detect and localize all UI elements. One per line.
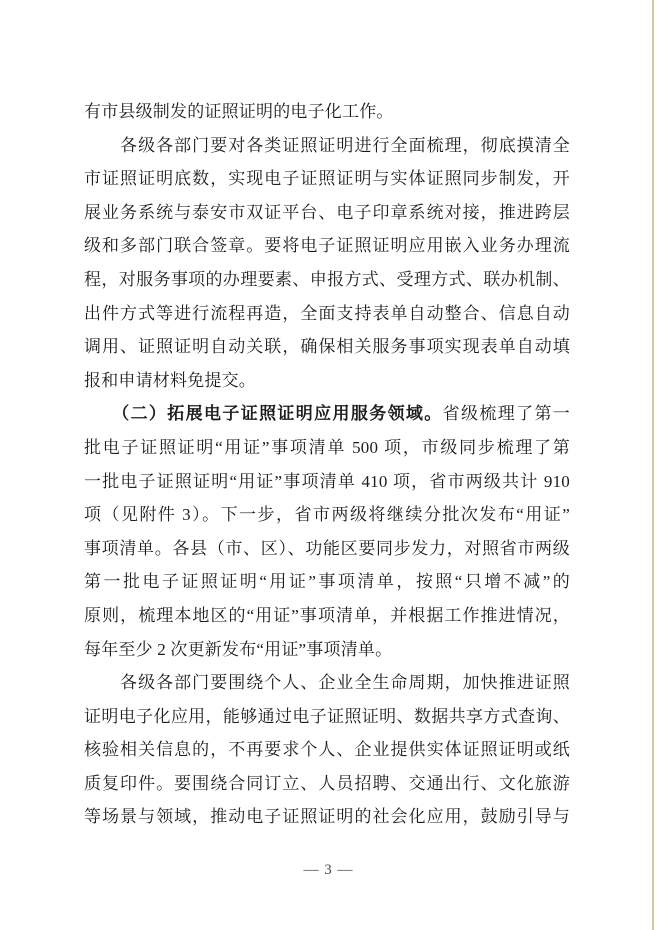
text-line	[84, 565, 570, 599]
text-segment: 市证照证明底数，实现电子证照证明与实体证照同步制发，开	[84, 169, 570, 189]
text-segment: 程，对服务事项的办理要素、申报方式、受理方式、联办机制、	[84, 269, 570, 289]
text-segment: 批电子证照证明“用证”事项清单 500 项，市级同步梳理了第	[84, 437, 570, 457]
text-line	[84, 129, 570, 163]
text-line	[84, 532, 570, 566]
text-line	[84, 599, 570, 633]
text-line	[84, 800, 570, 834]
text-segment: 级和多部门联合签章。要将电子证照证明应用嵌入业务办理流	[84, 236, 570, 256]
paragraph	[84, 95, 570, 129]
text-segment: 一批电子证照证明“用证”事项清单 410 项，省市两级共计 910	[84, 471, 570, 491]
text-line	[84, 196, 570, 230]
text-segment: 证明电子化应用，能够通过电子证照证明、数据共享方式查询、	[84, 706, 570, 726]
text-segment: 各级各部门要对各类证照证明进行全面梳理，彻底摸清全	[84, 135, 570, 155]
text-segment: 事项清单。各县（市、区）、功能区要同步发力，对照省市两级	[84, 538, 570, 558]
text-line	[84, 95, 570, 129]
text-line	[84, 767, 570, 801]
text-segment: 每年至少 2 次更新发布“用证”事项清单。	[84, 639, 393, 659]
text-segment: 展业务系统与泰安市双证平台、电子印章系统对接，推进跨层	[84, 202, 570, 222]
text-line	[84, 465, 570, 499]
text-line	[84, 330, 570, 364]
text-line	[84, 162, 570, 196]
text-segment: 项（见附件 3）。下一步，省市两级将继续分批次发布“用证”	[84, 505, 570, 525]
text-segment: 出件方式等进行流程再造，全面支持表单自动整合、信息自动	[84, 303, 570, 323]
text-segment: 各级各部门要围绕个人、企业全生命周期，加快推进证照	[84, 673, 570, 693]
text-line	[84, 666, 570, 700]
text-segment: 第一批电子证照证明“用证”事项清单，按照“只增不减”的	[84, 572, 570, 592]
text-line	[84, 431, 570, 465]
text-segment: 省级梳理了第一	[442, 404, 570, 424]
text-line	[84, 229, 570, 263]
text-line	[84, 297, 570, 331]
text-segment: 等场景与领域，推动电子证照证明的社会化应用，鼓励引导与	[84, 807, 570, 827]
text-line	[84, 633, 570, 667]
paragraph	[84, 397, 570, 666]
text-line	[84, 498, 570, 532]
page-number: — 3 —	[303, 862, 354, 878]
scan-edge-line	[652, 0, 654, 930]
paragraph	[84, 129, 570, 398]
paragraph	[84, 666, 570, 834]
text-line	[84, 397, 570, 431]
text-segment: 核验相关信息的，不再要求个人、企业提供实体证照证明或纸	[84, 740, 570, 760]
text-segment: 调用、证照证明自动关联，确保相关服务事项实现表单自动填	[84, 337, 570, 357]
text-line	[84, 364, 570, 398]
text-segment	[84, 404, 121, 423]
text-segment: 质复印件。要围绕合同订立、人员招聘、交通出行、文化旅游	[84, 773, 570, 793]
document-body	[84, 95, 570, 834]
text-segment: 原则，梳理本地区的“用证”事项清单，并根据工作推进情况，	[84, 605, 570, 625]
text-segment: 有市县级制发的证照证明的电子化工作。	[84, 102, 394, 121]
text-line	[84, 263, 570, 297]
text-segment: 报和申请材料免提交。	[84, 370, 256, 390]
section-heading: （二）拓展电子证照证明应用服务领域。	[120, 404, 443, 424]
text-line	[84, 700, 570, 734]
text-line	[84, 733, 570, 767]
